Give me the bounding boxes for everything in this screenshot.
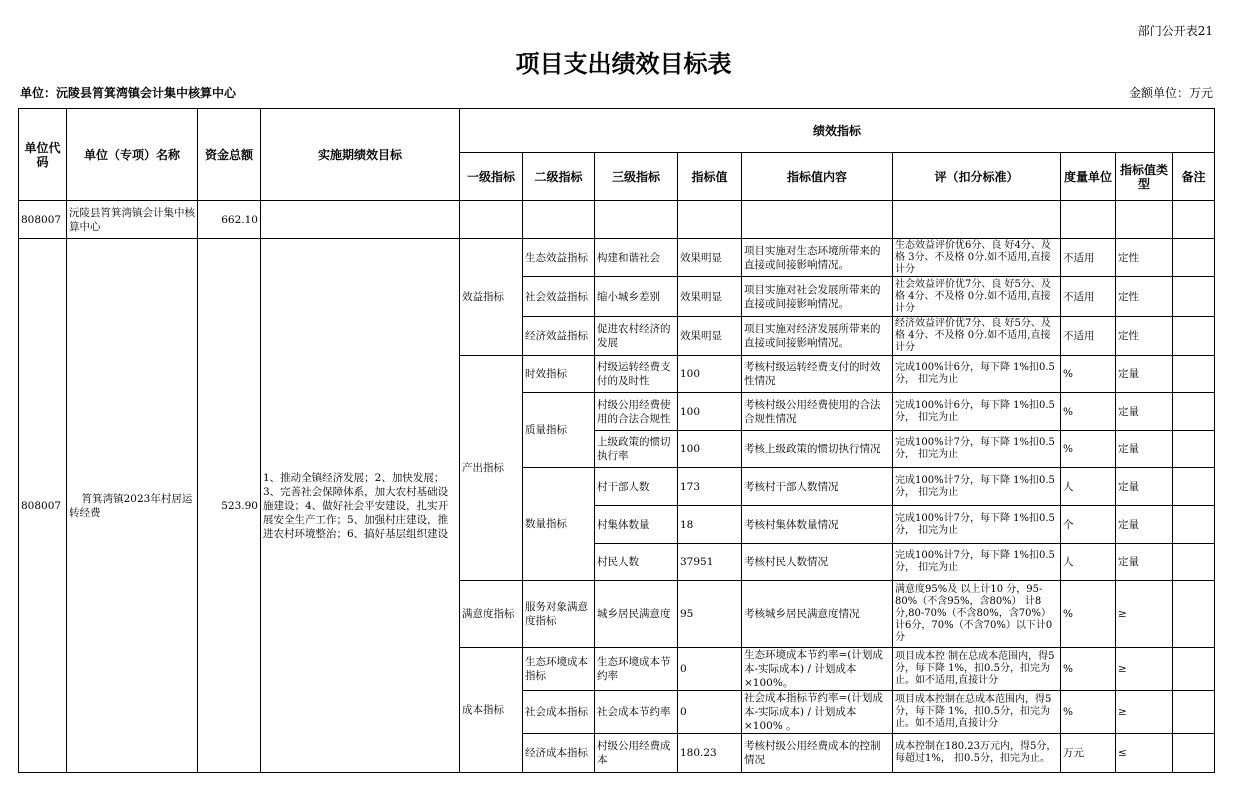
- note: [1173, 239, 1215, 277]
- level2-indicator: 数量指标: [523, 468, 595, 581]
- measure-unit: %: [1061, 393, 1116, 431]
- level2-indicator: 生态效益指标: [523, 239, 595, 277]
- header-l2: 二级指标: [523, 153, 595, 201]
- indicator-content: 考核村级公用经费成本的控制情况: [742, 734, 893, 773]
- value-type: 定性: [1116, 277, 1173, 317]
- measure-unit: 不适用: [1061, 317, 1116, 356]
- value-type: 定量: [1116, 356, 1173, 393]
- indicator-content: 考核上级政策的惯切执行情况: [742, 431, 893, 468]
- scoring-standard: 生态效益评价优6分、良 好4分、及格 3分、不及格 0分.如不适用,直接计分: [893, 239, 1061, 277]
- indicator-value: 效果明显: [678, 239, 742, 277]
- project-goal: 1、推动全镇经济发展；2、加快发展；3、完善社会保障体系，加大农村基础设施建设；4、做好社会平安建设，扎实开展安全生产工作；5、加强村庄建设，推进农村环境整治；6、搞好基层组织建设: [261, 239, 460, 773]
- header-value: 指标值: [678, 153, 742, 201]
- scoring-standard: 经济效益评价优7分、良 好5分、及格 4分、不及格 0分.如不适用,直接计分: [893, 317, 1061, 356]
- value-type: 定量: [1116, 393, 1173, 431]
- level2-indicator: 质量指标: [523, 393, 595, 468]
- indicator-value: 180.23: [678, 734, 742, 773]
- indicator-content: 考核村干部人数情况: [742, 468, 893, 506]
- indicator-value: 100: [678, 356, 742, 393]
- measure-unit: %: [1061, 648, 1116, 691]
- value-type: 定性: [1116, 317, 1173, 356]
- performance-table: [18, 108, 1215, 773]
- scoring-standard: 项目成本控 制在总成本范围内，得5分，每下降 1%，扣0.5分，扣完为止。如不适用,直接计分: [893, 648, 1061, 691]
- unit-row: [19, 201, 1215, 239]
- scoring-standard: 完成100%计7分，每下降 1%扣0.5分， 扣完为止: [893, 506, 1061, 544]
- header-content: 指标值内容: [742, 153, 893, 201]
- indicator-content: 生态环境成本节约率=(计划成本-实际成本) / 计划成本×100%。: [742, 648, 893, 691]
- scoring-standard: 完成100%计7分，每下降 1%扣0.5分， 扣完为止: [893, 468, 1061, 506]
- header-total: 资金总额: [198, 109, 261, 201]
- unit-total: 662.10: [198, 201, 261, 239]
- indicator-value: 效果明显: [678, 317, 742, 356]
- indicator-content: 考核城乡居民满意度情况: [742, 581, 893, 648]
- money-unit-label: 金额单位：万元: [1128, 86, 1213, 100]
- scoring-standard: 完成100%计6分，每下降 1%扣0.5分， 扣完为止: [893, 356, 1061, 393]
- header-goal: 实施期绩效目标: [261, 109, 460, 201]
- indicator-value: 效果明显: [678, 277, 742, 317]
- header-type: 指标值类型: [1116, 153, 1173, 201]
- indicator-content: 考核村民人数情况: [742, 544, 893, 581]
- value-type: 定量: [1116, 506, 1173, 544]
- note: [1173, 691, 1215, 734]
- level3-indicator: 村干部人数: [595, 468, 678, 506]
- indicator-content: 考核村级公用经费使用的合法合规性情况: [742, 393, 893, 431]
- indicator-value: 0: [678, 648, 742, 691]
- level3-indicator: 村集体数量: [595, 506, 678, 544]
- level2-indicator: 社会效益指标: [523, 277, 595, 317]
- measure-unit: 人: [1061, 544, 1116, 581]
- level3-indicator: 村民人数: [595, 544, 678, 581]
- project-name: 筲箕湾镇2023年村居运转经费: [67, 239, 198, 773]
- indicator-value: 37951: [678, 544, 742, 581]
- value-type: 定量: [1116, 544, 1173, 581]
- note: [1173, 277, 1215, 317]
- level3-indicator: 上级政策的惯切执行率: [595, 431, 678, 468]
- level2-indicator: 生态环境成本指标: [523, 648, 595, 691]
- note: [1173, 506, 1215, 544]
- value-type: 定性: [1116, 239, 1173, 277]
- indicator-content: 社会成本指标节约率=(计划成本-实际成本) / 计划成本×100% 。: [742, 691, 893, 734]
- indicator-value: 100: [678, 431, 742, 468]
- header-perf: 绩效指标: [460, 109, 1215, 153]
- level1-indicator: 成本指标: [460, 648, 523, 773]
- indicator-value: 0: [678, 691, 742, 734]
- indicator-value: 173: [678, 468, 742, 506]
- scoring-standard: 完成100%计6分，每下降 1%扣0.5分， 扣完为止: [893, 393, 1061, 431]
- value-type: ≥: [1116, 691, 1173, 734]
- indicator-content: 考核村集体数量情况: [742, 506, 893, 544]
- indicator-content: 项目实施对社会发展所带来的直接或间接影响情况。: [742, 277, 893, 317]
- level1-indicator: 产出指标: [460, 356, 523, 581]
- value-type: 定量: [1116, 468, 1173, 506]
- page-title: 项目支出绩效目标表: [515, 50, 732, 78]
- measure-unit: 不适用: [1061, 277, 1116, 317]
- note: [1173, 317, 1215, 356]
- note: [1173, 393, 1215, 431]
- table-number: 部门公开表21: [1137, 24, 1213, 38]
- header-measure: 度量单位: [1061, 153, 1116, 201]
- value-type: ≥: [1116, 648, 1173, 691]
- measure-unit: 个: [1061, 506, 1116, 544]
- indicator-value: 100: [678, 393, 742, 431]
- level3-indicator: 村级公用经费使用的合法合规性: [595, 393, 678, 431]
- note: [1173, 431, 1215, 468]
- measure-unit: 人: [1061, 468, 1116, 506]
- header-score: 评（扣分标准）: [893, 153, 1061, 201]
- header-l3: 三级指标: [595, 153, 678, 201]
- level1-indicator: 效益指标: [460, 239, 523, 356]
- level2-indicator: 经济成本指标: [523, 734, 595, 773]
- measure-unit: 万元: [1061, 734, 1116, 773]
- level3-indicator: 村级公用经费成本: [595, 734, 678, 773]
- unit-code: 808007: [19, 201, 67, 239]
- indicator-value: 95: [678, 581, 742, 648]
- measure-unit: %: [1061, 356, 1116, 393]
- unit-label: 单位：沅陵县筲箕湾镇会计集中核算中心: [20, 86, 237, 100]
- value-type: ≤: [1116, 734, 1173, 773]
- indicator-content: 考核村级运转经费支付的时效性情况: [742, 356, 893, 393]
- note: [1173, 468, 1215, 506]
- scoring-standard: 完成100%计7分，每下降 1%扣0.5分， 扣完为止: [893, 431, 1061, 468]
- measure-unit: 不适用: [1061, 239, 1116, 277]
- level3-indicator: 城乡居民满意度: [595, 581, 678, 648]
- level3-indicator: 促进农村经济的发展: [595, 317, 678, 356]
- level1-indicator: 满意度指标: [460, 581, 523, 648]
- unit-name: 沅陵县筲箕湾镇会计集中核算中心: [67, 201, 198, 239]
- note: [1173, 734, 1215, 773]
- value-type: ≥: [1116, 581, 1173, 648]
- table-row: [19, 239, 1215, 277]
- scoring-standard: 成本控制在180.23万元内，得5分，每超过1%， 扣0.5分，扣完为止。: [893, 734, 1061, 773]
- level3-indicator: 缩小城乡差别: [595, 277, 678, 317]
- project-total: 523.90: [198, 239, 261, 773]
- scoring-standard: 满意度95%及 以上计10 分，95-80%（不含95%，含80%） 计8分,80-70%（不含80%，含70%） 计6分，70%（不含70%）以下计0 分: [893, 581, 1061, 648]
- scoring-standard: 项目成本控制在总成本范围内，得5分，每下降 1%，扣0.5分，扣完为止。如不适用,直接计分: [893, 691, 1061, 734]
- level3-indicator: 村级运转经费支付的及时性: [595, 356, 678, 393]
- measure-unit: %: [1061, 431, 1116, 468]
- header-name: 单位（专项）名称: [67, 109, 198, 201]
- header-l1: 一级指标: [460, 153, 523, 201]
- level3-indicator: 社会成本节约率: [595, 691, 678, 734]
- header-note: 备注: [1173, 153, 1215, 201]
- level2-indicator: 时效指标: [523, 356, 595, 393]
- indicator-content: 项目实施对经济发展所带来的直接或间接影响情况。: [742, 317, 893, 356]
- note: [1173, 581, 1215, 648]
- measure-unit: %: [1061, 691, 1116, 734]
- scoring-standard: 完成100%计7分，每下降 1%扣0.5分， 扣完为止: [893, 544, 1061, 581]
- level2-indicator: 社会成本指标: [523, 691, 595, 734]
- measure-unit: %: [1061, 581, 1116, 648]
- project-code: 808007: [19, 239, 67, 773]
- indicator-content: 项目实施对生态环境所带来的直接或间接影响情况。: [742, 239, 893, 277]
- scoring-standard: 社会效益评价优7分、良 好5分、及格 4分、不及格 0分.如不适用,直接计分: [893, 277, 1061, 317]
- note: [1173, 544, 1215, 581]
- indicator-value: 18: [678, 506, 742, 544]
- level2-indicator: 经济效益指标: [523, 317, 595, 356]
- level2-indicator: 服务对象满意度指标: [523, 581, 595, 648]
- level3-indicator: 构建和谐社会: [595, 239, 678, 277]
- header-code: 单位代码: [19, 109, 67, 201]
- note: [1173, 648, 1215, 691]
- level3-indicator: 生态环境成本节约率: [595, 648, 678, 691]
- note: [1173, 356, 1215, 393]
- value-type: 定量: [1116, 431, 1173, 468]
